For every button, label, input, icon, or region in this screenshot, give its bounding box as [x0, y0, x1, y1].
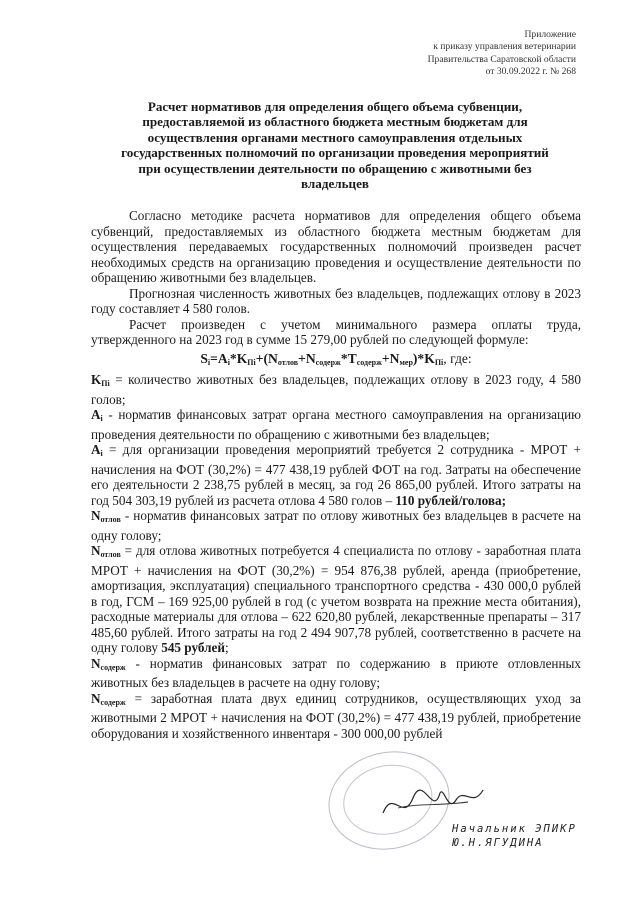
appendix-line: от 30.09.2022 г. № 268 [485, 65, 576, 77]
definition-a: $A_i$ - норматив финансовых затрат органа местного самоуправления на организацию проведения деятельности по обращению с животными без владельцев; [91, 407, 581, 442]
definition-n-soderzh-calc: $N_{содерж}$ = заработная плата двух единиц сотрудников, осуществляющих уход за животными 2 МРОТ + начисления на ФОТ (30,2%) = 477 438,19 рублей, приобретение оборудования и хозяйственного инвентаря - 300 000,00 рублей [91, 690, 581, 741]
document-body [91, 208, 581, 741]
definition-a-calc: $A_i$ = для организации проведения мероприятий требуется 2 сотрудника - МРОТ + начисления на ФОТ (30,2%) = 477 438,19 рублей ФОТ на год. Затраты на обеспечение его деятельности 2 238,75 рублей в месяц, за год 26 865,00 рублей. Итого затраты на год 504 303,19 рублей из расчета отлова 4 580 голов – 110 рублей/голова; [91, 442, 581, 508]
definition-k: $K_{Пi}$ = количество животных без владельцев, подлежащих отлову в 2023 году, 4 580 голов; [91, 372, 581, 407]
signatory-name: Ю.Н.ЯГУДИНА [452, 837, 544, 849]
appendix-line: Приложение [524, 29, 576, 40]
definition-n-otlov: $N_{отлов}$ - норматив финансовых затрат по отлову животных без владельцев в расчете на одну голову; [91, 508, 581, 543]
appendix-line: Правительства Саратовской области [427, 53, 576, 65]
definition-n-soderzh: $N_{содерж}$ - норматив финансовых затрат по содержанию в приюте отловленных животных без владельцев в расчете на одну голову; [91, 655, 581, 690]
paragraph-methodology: Согласно методике расчета нормативов для определения общего объема субвенций, предоставляемых из областного бюджета местным бюджетам для осуществления передаваемых государственных полномочий произведен расчет необходимых средств на организацию проведения и осуществление деятельности по обращению животными без владельцев. [91, 208, 581, 285]
paragraph-population: Прогнозная численность животных без владельцев, подлежащих отлову в 2023 году составляет 4 580 голов. [91, 285, 581, 316]
signatory [452, 822, 592, 850]
document-title: Расчет нормативов для определения общего объема субвенции, предоставляемой из областного бюджета местным бюджетам для осуществления органами местного самоуправления отдельных государственных полномочий по организации проведения мероприятий при осуществлении деятельности по обращению с животными без владельцев [121, 99, 549, 192]
handwritten-signature [378, 778, 488, 828]
formula: $S_i=A_i*K_{Пi}+(N_{отлов}+N_{содерж}*T_{содерж}+N_{мер})*K_{Пi}$, где: [200, 350, 472, 367]
signatory-position: Начальник ЭПИКР [452, 823, 577, 835]
appendix-header [316, 29, 576, 78]
paragraph-mrot: Расчет произведен с учетом минимального размера оплаты труда, утвержденного на 2023 год в сумме 15 279,00 рублей по следующей формуле: [91, 316, 581, 347]
appendix-line: к приказу управления ветеринарии [433, 41, 576, 53]
definition-n-otlov-calc: $N_{отлов}$ = для отлова животных потребуется 4 специалиста по отлову - заработная плата МРОТ + начисления на ФОТ (30,2%) = 954 876,38 рублей, аренда (приобретение, амортизация, эксплуатация) специального транспортного средства - 430 000,0 рублей в год, ГСМ – 169 925,00 рублей в год (с учетом возврата на прежние места обитания), расходные материалы для отлова – 622 620,80 рублей, лекарственные препараты – 317 485,60 рублей. Итого затраты на год 2 494 907,78 рублей, соответственно в расчете на одну голову 545 рублей; [91, 543, 581, 655]
